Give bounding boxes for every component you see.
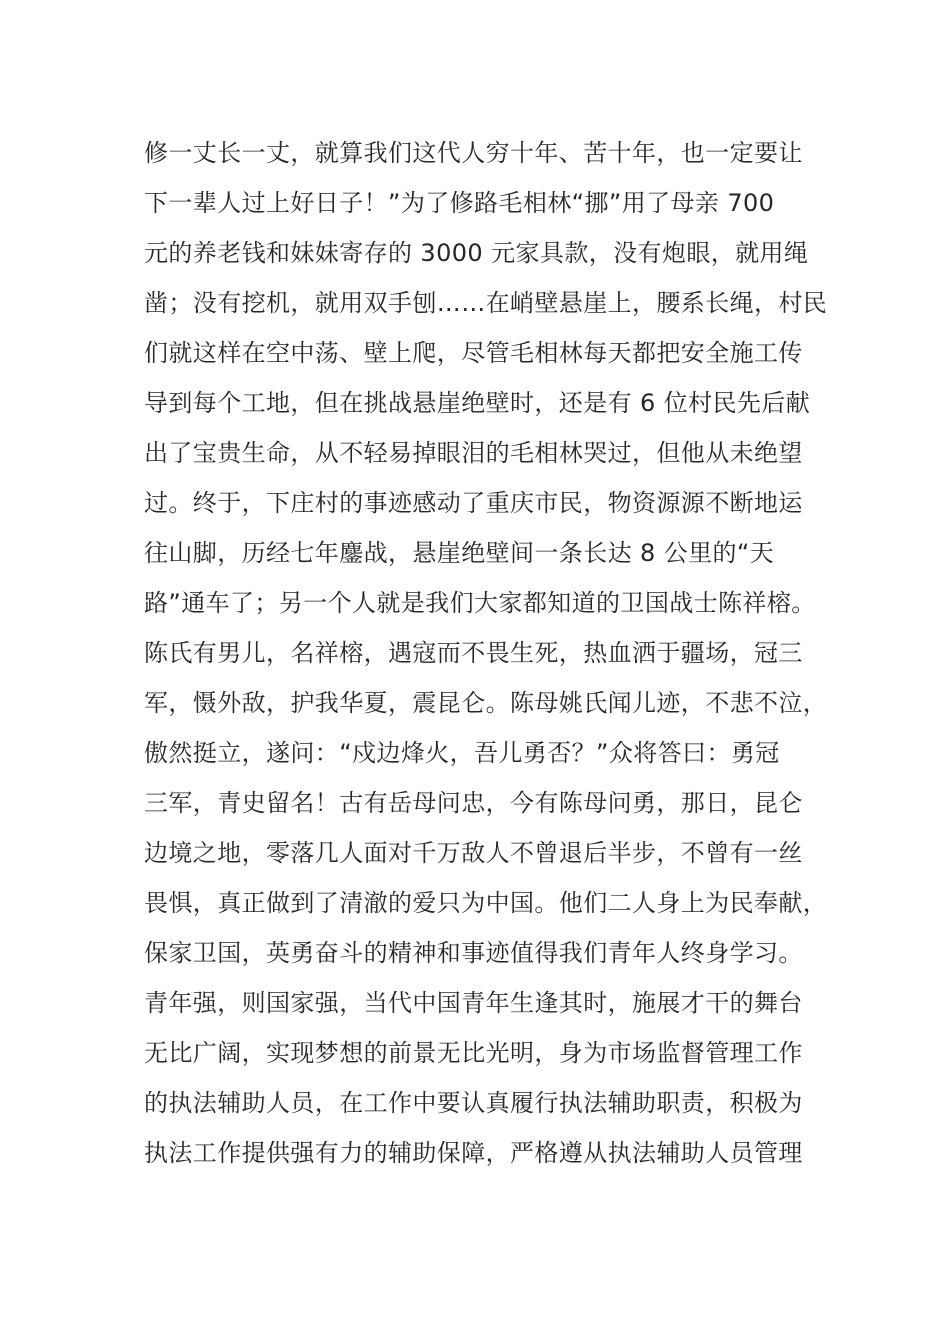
text-line: 出了宝贵生命，从不轻易掉眼泪的毛相林哭过，但他从未绝望 [144,439,803,467]
text-line: 执法工作提供强有力的辅助保障，严格遵从执法辅助人员管理 [144,1139,803,1167]
text-line: 的执法辅助人员，在工作中要认真履行执法辅助职责，积极为 [144,1089,803,1117]
text-line: 过。终于，下庄村的事迹感动了重庆市民，物资源源不断地运 [144,489,803,517]
text-line: 无比广阔，实现梦想的前景无比光明，身为市场监督管理工作 [144,1039,803,1067]
text-line: 导到每个工地，但在挑战悬崖绝壁时，还是有 6 位村民先后献 [144,389,811,417]
text-line: 们就这样在空中荡、壁上爬，尽管毛相林每天都把安全施工传 [144,339,803,367]
text-line: 三军，青史留名！古有岳母问忠，今有陈母问勇，那日，昆仑 [144,789,803,817]
text-line: 军，慑外敌，护我华夏，震昆仑。陈母姚氏闻儿迹，不悲不泣， [144,689,828,717]
text-line: 凿；没有挖机，就用双手刨……在峭壁悬崖上，腰系长绳，村民 [144,289,828,317]
text-line: 路”通车了；另一个人就是我们大家都知道的卫国战士陈祥榕。 [144,589,816,617]
body-text [144,128,828,1178]
text-line: 元的养老钱和妹妹寄存的 3000 元家具款，没有炮眼，就用绳 [144,239,809,267]
text-line: 下一辈人过上好日子！”为了修路毛相林“挪”用了母亲 700 [144,189,775,217]
text-line: 陈氏有男儿，名祥榕，遇寇而不畏生死，热血洒于疆场，冠三 [144,639,803,667]
text-line: 傲然挺立，遂问：“戍边烽火，吾儿勇否？”众将答曰：勇冠 [144,739,780,767]
text-line: 畏惧，真正做到了清澈的爱只为中国。他们二人身上为民奉献， [144,889,828,917]
text-line: 青年强，则国家强，当代中国青年生逢其时，施展才干的舞台 [144,989,803,1017]
text-line: 修一丈长一丈，就算我们这代人穷十年、苦十年，也一定要让 [144,139,803,167]
text-line: 边境之地，零落几人面对千万敌人不曾退后半步，不曾有一丝 [144,839,803,867]
text-line: 保家卫国，英勇奋斗的精神和事迹值得我们青年人终身学习。 [144,939,803,967]
text-line: 往山脚，历经七年鏖战，悬崖绝壁间一条长达 8 公里的“天 [144,539,775,567]
